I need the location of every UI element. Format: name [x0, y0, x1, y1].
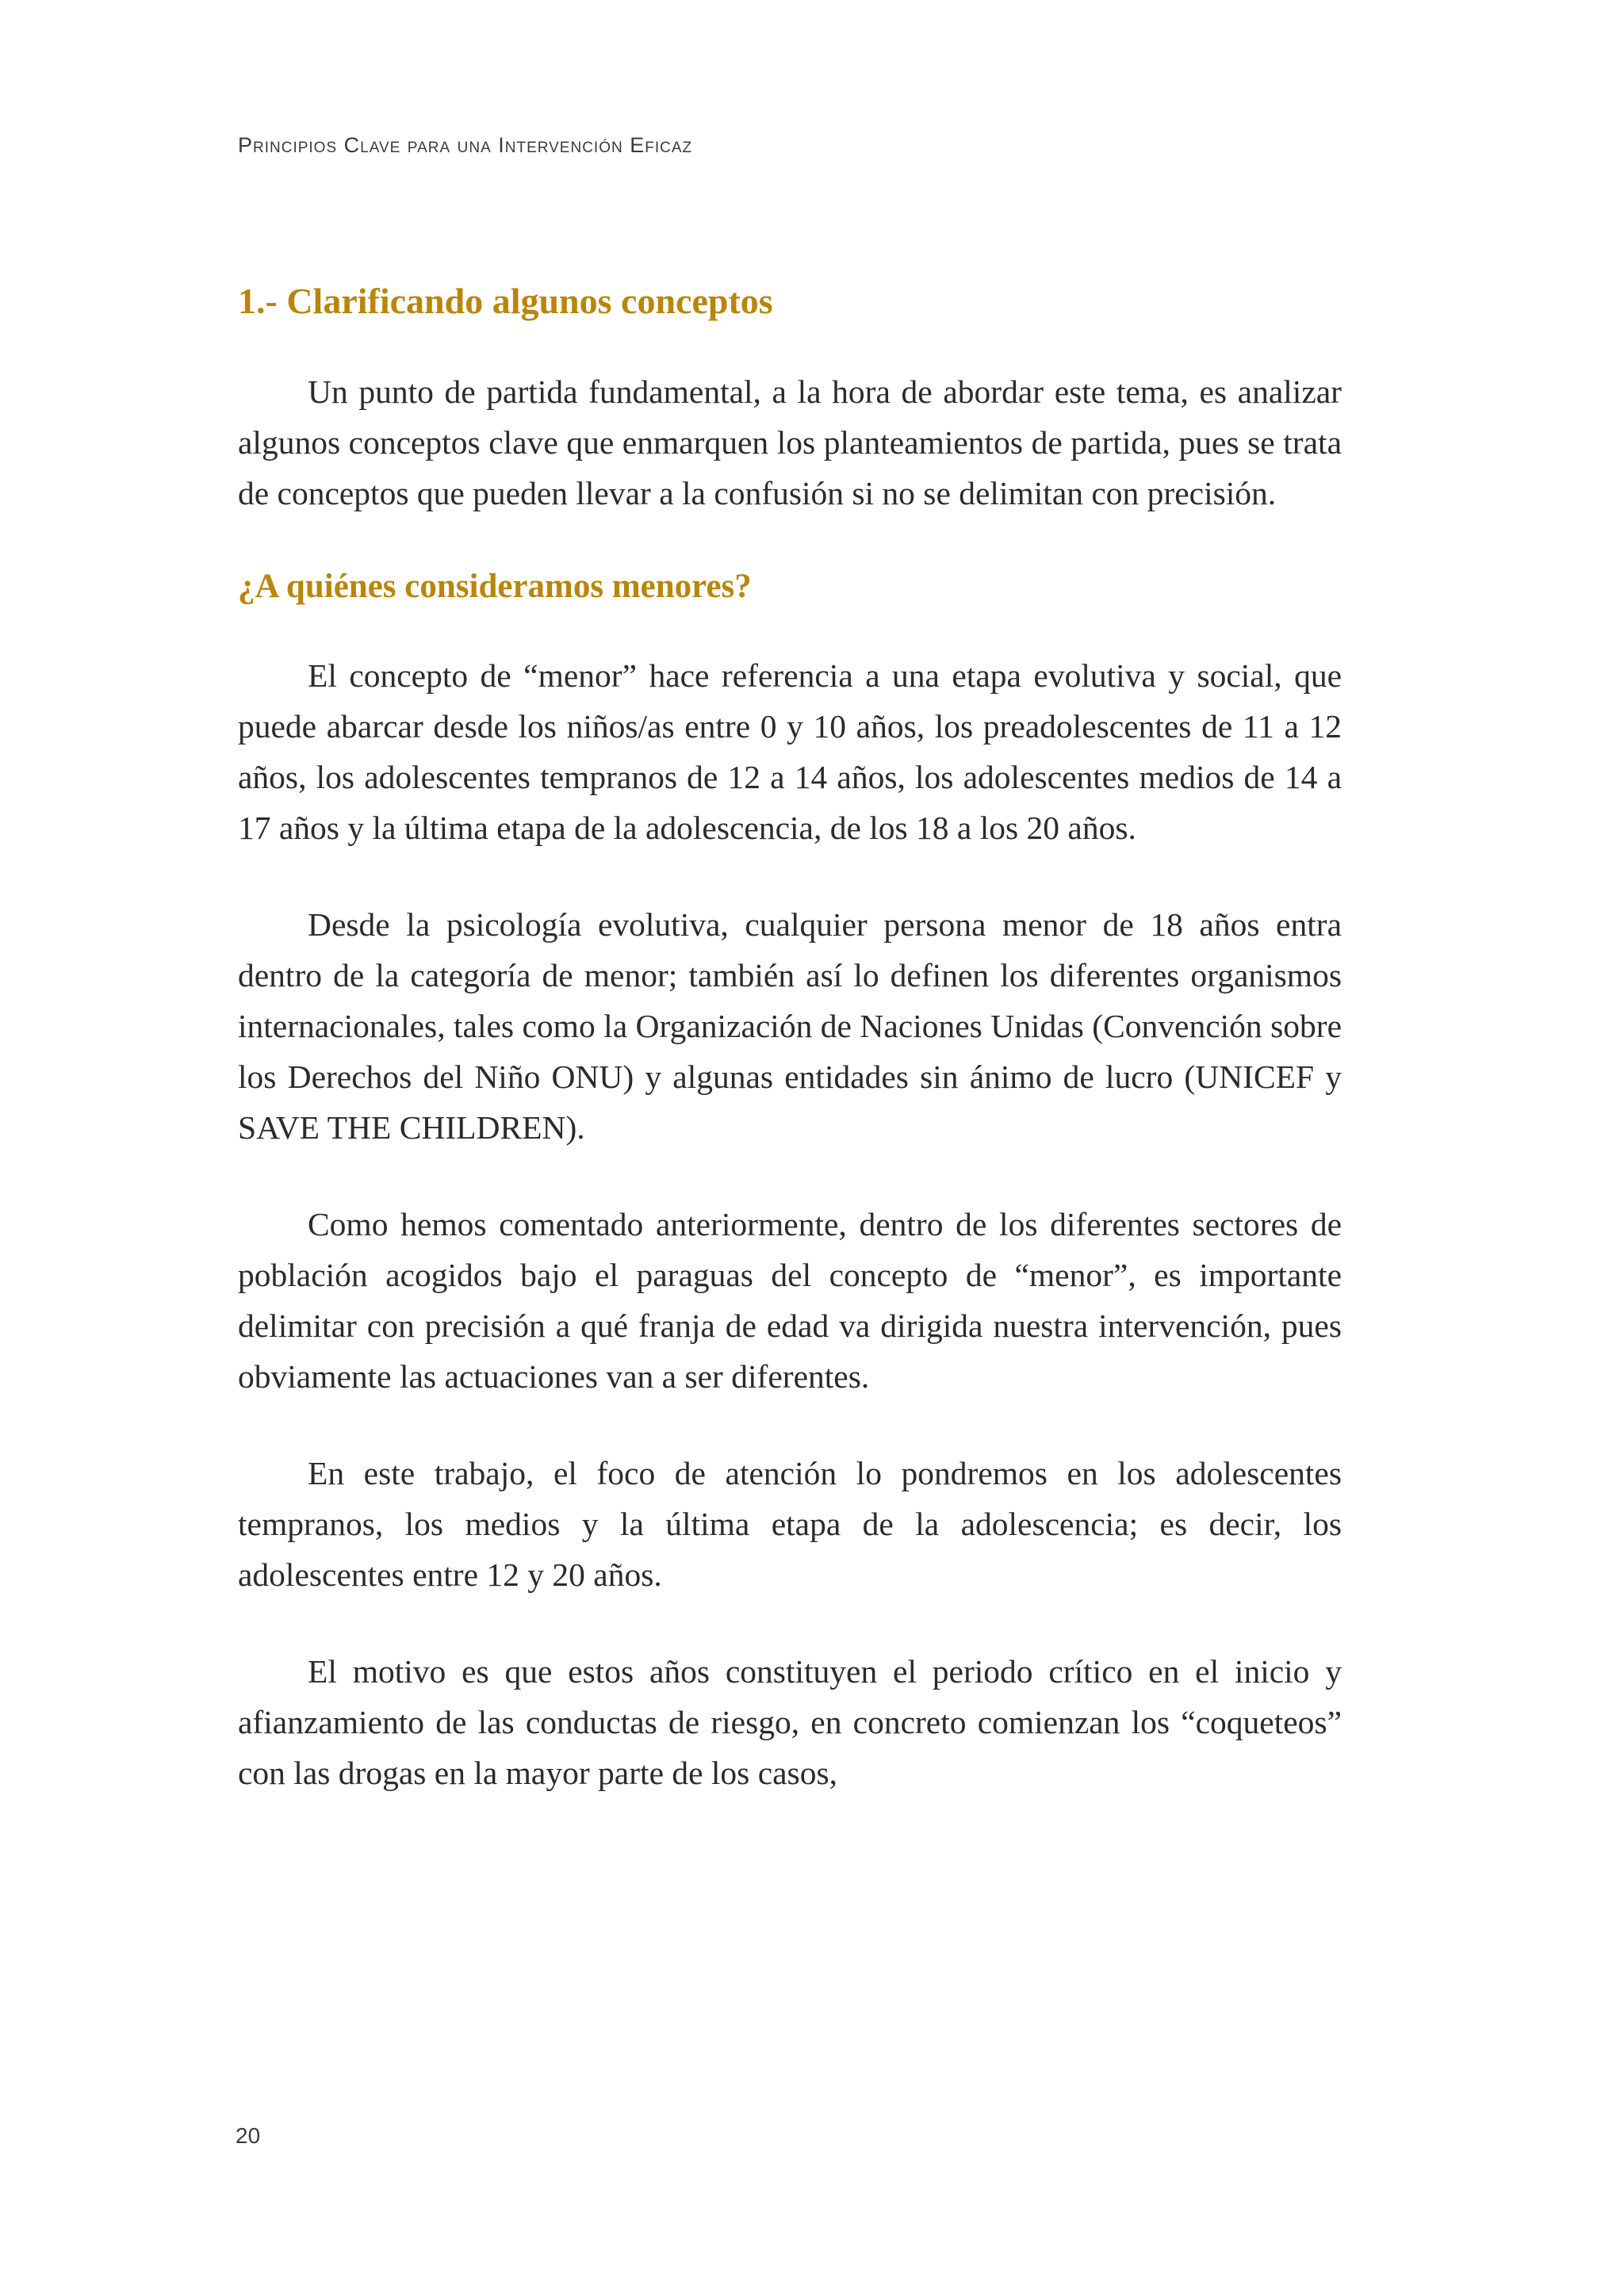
body-paragraph: El motivo es que estos años constituyen el periodo crítico en el inicio y afianzamiento de las conductas de riesgo, en concreto comienzan los “coqueteos” con las drogas en la mayor parte de los casos, [238, 1652, 1342, 1791]
subheading: ¿A quiénes consideramos menores? [238, 567, 752, 605]
running-header: Principios Clave para una Intervención Eficaz [238, 133, 693, 157]
page-content [238, 278, 1342, 1844]
body-paragraph: Desde la psicología evolutiva, cualquier persona menor de 18 años entra dentro de la categoría de menor; también así lo definen los diferentes organismos internacionales, tales como la Organización de Naciones Unidas (Convención sobre los Derechos del Niño ONU) y algunas entidades sin ánimo de lucro (UNICEF y SAVE THE CHILDREN). [238, 905, 1342, 1146]
body-paragraph: Como hemos comentado anteriormente, dentro de los diferentes sectores de población acogidos bajo el paraguas del concepto de “menor”, es importante delimitar con precisión a qué franja de edad va dirigida nuestra intervención, pues obviamente las actuaciones van a ser diferentes. [238, 1205, 1342, 1395]
body-paragraph: El concepto de “menor” hace referencia a una etapa evolutiva y social, que puede abarcar desde los niños/as entre 0 y 10 años, los preadolescentes de 11 a 12 años, los adolescentes tempranos de 12 a 14 años, los adolescentes medios de 14 a 17 años y la última etapa de la adolescencia, de los 18 a los 20 años. [238, 657, 1342, 846]
section-title: 1.- Clarificando algunos conceptos [238, 281, 773, 321]
body-paragraph: En este trabajo, el foco de atención lo pondremos en los adolescentes tempranos, los medios y la última etapa de la adolescencia; es decir, los adolescentes entre 12 y 20 años. [238, 1454, 1342, 1593]
page-number: 20 [236, 2123, 261, 2148]
intro-paragraph: Un punto de partida fundamental, a la hora de abordar este tema, es analizar algunos conceptos clave que enmarquen los planteamientos de partida, pues se trata de conceptos que pueden llevar a la confusión si no se delimitan con precisión. [238, 373, 1342, 511]
